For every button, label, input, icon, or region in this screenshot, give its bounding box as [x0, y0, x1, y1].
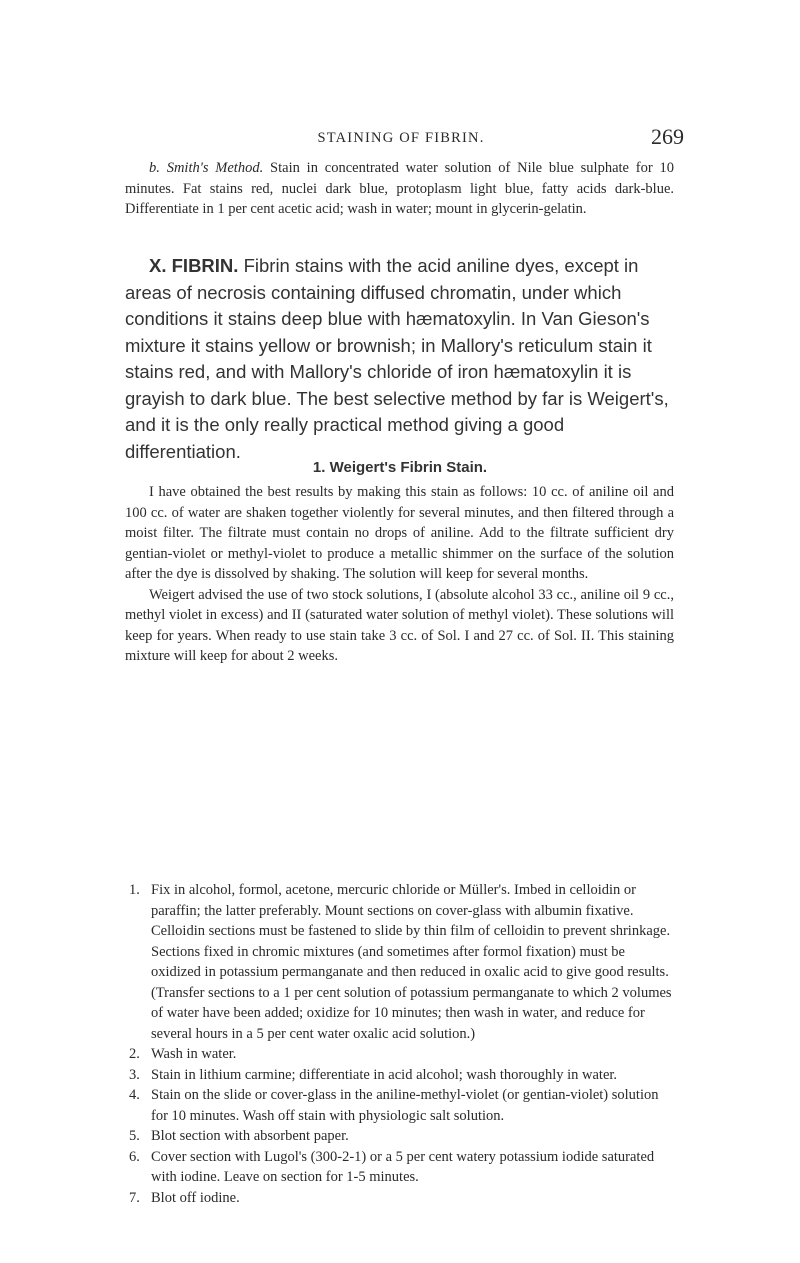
section-title: FIBRIN. [171, 255, 239, 276]
page-number: 269 [651, 124, 684, 149]
step-text: Blot off iodine. [151, 1189, 240, 1206]
smith-method-title: Smith's Method. [166, 160, 264, 176]
step-item [125, 880, 674, 1044]
subsection-heading: 1. Weigert's Fibrin Stain. [312, 459, 488, 476]
step-item [125, 1044, 674, 1065]
smith-method-label: b. [149, 160, 160, 176]
intro-paragraph-1: I have obtained the best results by making this stain as follows: 10 cc. of aniline oil and 100 cc. of water are shaken together violently for several minutes, and then filtered through a moist filter. The filtrate must contain no drops of aniline. Add to the filtrate sufficient dry gentian-violet or methyl-violet to produce a metallic shimmer on the surface of the solution after the dye is dissolved by shaking. The solution will keep for several months. [125, 484, 674, 582]
step-number: 6. [129, 1148, 140, 1165]
step-item [125, 1126, 674, 1147]
smith-method-text: Stain in concentrated water solution of Nile blue sulphate for 10 minutes. Fat stains red, nuclei dark blue, protoplasm light blue, fatty acids dark-blue. Differentiate in 1 per cent acetic acid; wash in water; mount in glycerin-gelatin. [125, 160, 675, 217]
step-text: Fix in alcohol, formol, acetone, mercuric chloride or Müller's. Imbed in celloidin or paraffin; the latter preferably. Mount sections on cover-glass with albumin fixative. Celloidin sections must be fastened to slide by thin film of celloidin to prevent shrinkage. Sections fixed in chromic mixtures (and sometimes after formol fixation) must be oxidized in potassium permanganate and then reduced in oxalic acid to give good results. (Transfer sections to a 1 per cent solution of potassium permanganate to which 2 volumes of water have been added; oxidize for 10 minutes; then wash in water, and reduce for several hours in a 5 per cent water oxalic acid solution.) [151, 882, 672, 1042]
page-header [118, 124, 684, 154]
smith-method-paragraph [125, 158, 674, 220]
procedure-steps [125, 880, 674, 1208]
step-number: 3. [129, 1066, 140, 1083]
step-text: Blot section with absorbent paper. [151, 1128, 349, 1144]
step-number: 5. [129, 1128, 140, 1144]
step-number: 2. [129, 1046, 140, 1062]
step-text: Stain on the slide or cover-glass in the aniline-methyl-violet (or gentian-violet) solution for 10 minutes. Wash off stain with physiologic salt solution. [151, 1087, 659, 1124]
subsection-intro [125, 482, 674, 667]
step-number: 4. [129, 1087, 140, 1103]
step-item [125, 1188, 674, 1209]
intro-paragraph-2: Weigert advised the use of two stock solutions, I (absolute alcohol 33 cc., aniline oil 9 cc., methyl violet in excess) and II (saturated water solution of methyl violet). These solutions will keep for years. When ready to use stain take 3 cc. of Sol. I and 27 cc. of Sol. II. This staining mixture will keep for about 2 weeks. [125, 586, 674, 664]
step-text: Cover section with Lugol's (300-2-1) or a 5 per cent watery potassium iodide saturated with iodine. Leave on section for 1-5 minutes. [151, 1148, 655, 1185]
fibrin-section-paragraph [125, 253, 677, 465]
section-number: X. [149, 255, 167, 276]
running-title: STAINING OF FIBRIN. [317, 130, 485, 146]
step-item [125, 1085, 674, 1126]
step-item [125, 1065, 674, 1086]
step-item [125, 1147, 674, 1188]
section-text: Fibrin stains with the acid aniline dyes, except in areas of necrosis containing diffused chromatin, under which conditions it stains deep blue with hæmatoxylin. In Van Gieson's mixture it stains yellow or brownish; in Mallory's reticulum stain it stains red, and with Mallory's chloride of iron hæmatoxylin it is grayish to dark blue. The best selective method by far is Weigert's, and it is the only really practical method giving a good differentiation. [125, 255, 669, 462]
step-number: 7. [129, 1189, 140, 1206]
step-text: Wash in water. [151, 1046, 237, 1062]
step-number: 1. [129, 882, 140, 898]
step-text: Stain in lithium carmine; differentiate in acid alcohol; wash thoroughly in water. [151, 1066, 618, 1083]
